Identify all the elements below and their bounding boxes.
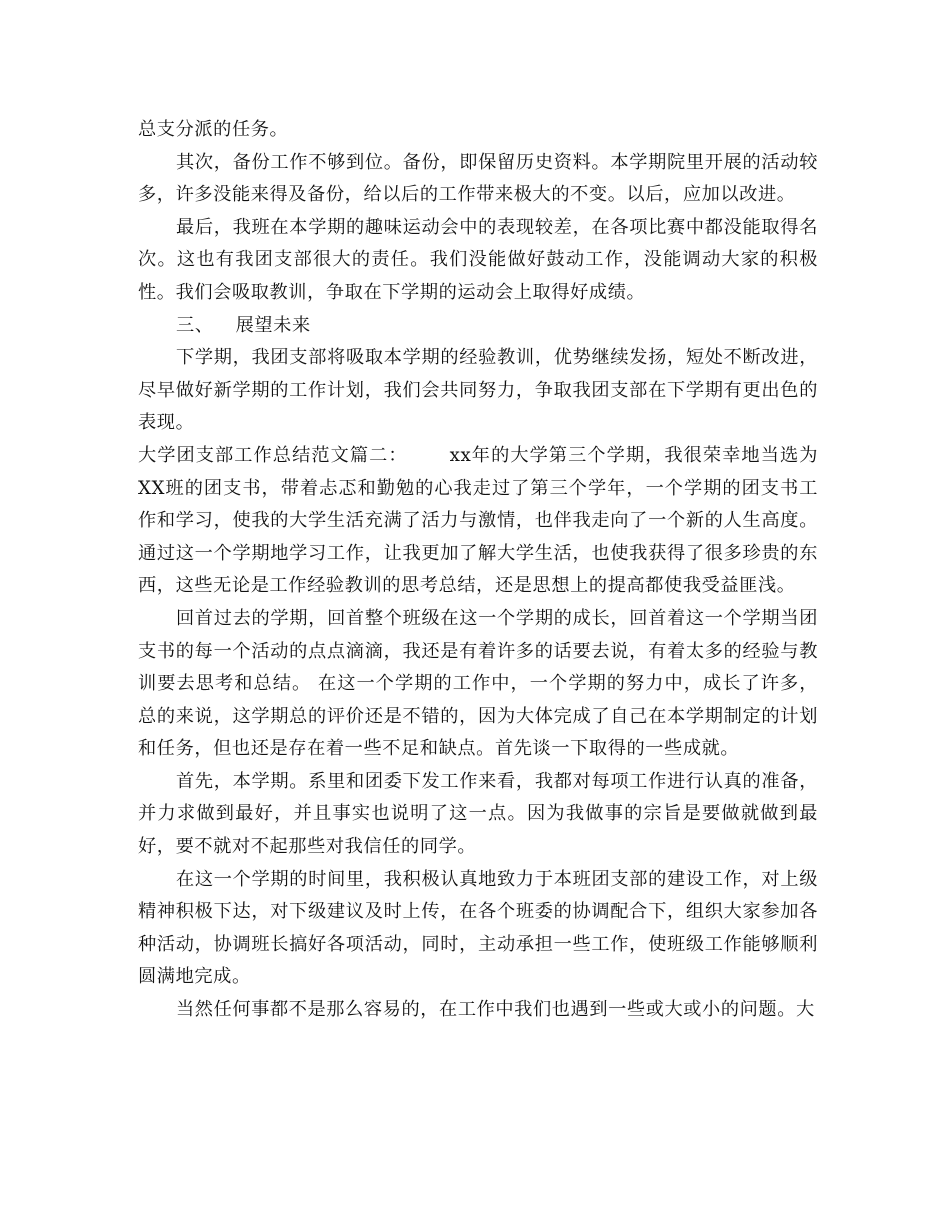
article-two-body: xx年的大学第三个学期，我很荣幸地当选为XX班的团支书，带着忐忑和勤勉的心我走过了第三个学年，一个学期的团支书工作和学习，使我的大学生活充满了活力与激情，也伴我走向了一个新的人生高度。通过这一个学期地学习工作，让我更加了解大学生活，也使我获得了很多珍贵的东西，这些无论是工作经验教训的思考总结，还是思想上的提高都使我受益匪浅。: [138, 444, 818, 597]
article-two-paragraph: [138, 440, 818, 603]
paragraph: 回首过去的学期，回首整个班级在这一个学期的成长，回首着这一个学期当团支书的每一个活动的点点滴滴，我还是有着许多的话要去说，有着太多的经验与教训要去思考和总结。 在这一个学期的工作中，一个学期的努力中，成长了许多，总的来说，这学期总的评价还是不错的，因为大体完成了自己在本学期制定的计划和任务，但也还是存在着一些不足和缺点。首先谈一下取得的一些成就。: [138, 607, 818, 760]
paragraph: 首先，本学期。系里和团委下发工作来看，我都对每项工作进行认真的准备，并力求做到最好，并且事实也说明了这一点。因为我做事的宗旨是要做就做到最好，要不就对不起那些对我信任的同学。: [138, 770, 818, 858]
paragraph: 下学期，我团支部将吸取本学期的经验教训，优势继续发扬，短处不断改进，尽早做好新学期的工作计划，我们会共同努力，争取我团支部在下学期有更出色的表现。: [138, 347, 818, 434]
paragraph: 总支分派的任务。: [138, 119, 289, 140]
article-two-title: 大学团支部工作总结范文篇二：: [138, 444, 408, 466]
document-body: [138, 114, 818, 1027]
paragraph: 最后，我班在本学期的趣味运动会中的表现较差，在各项比赛中都没能取得名次。这也有我团支部很大的责任。我们没能做好鼓动工作，没能调动大家的积极性。我们会吸取教训，争取在下学期的运动会上取得好成绩。: [138, 216, 818, 303]
section-heading-number: 三、: [176, 314, 214, 336]
section-heading-title: 展望未来: [235, 314, 311, 336]
paragraph: 在这一个学期的时间里，我积极认真地致力于本班团支部的建设工作，对上级精神积极下达，对下级建议及时上传，在各个班委的协调配合下，组织大家参加各种活动，协调班长搞好各项活动，同时，主动承担一些工作，使班级工作能够顺利圆满地完成。: [138, 868, 818, 988]
paragraph: 其次，备份工作不够到位。备份，即保留历史资料。本学期院里开展的活动较多，许多没能来得及备份，给以后的工作带来极大的不变。以后，应加以改进。: [138, 151, 818, 206]
section-heading: [176, 310, 818, 343]
paragraph: 当然任何事都不是那么容易的，在工作中我们也遇到一些或大或小的问题。大: [176, 999, 815, 1021]
